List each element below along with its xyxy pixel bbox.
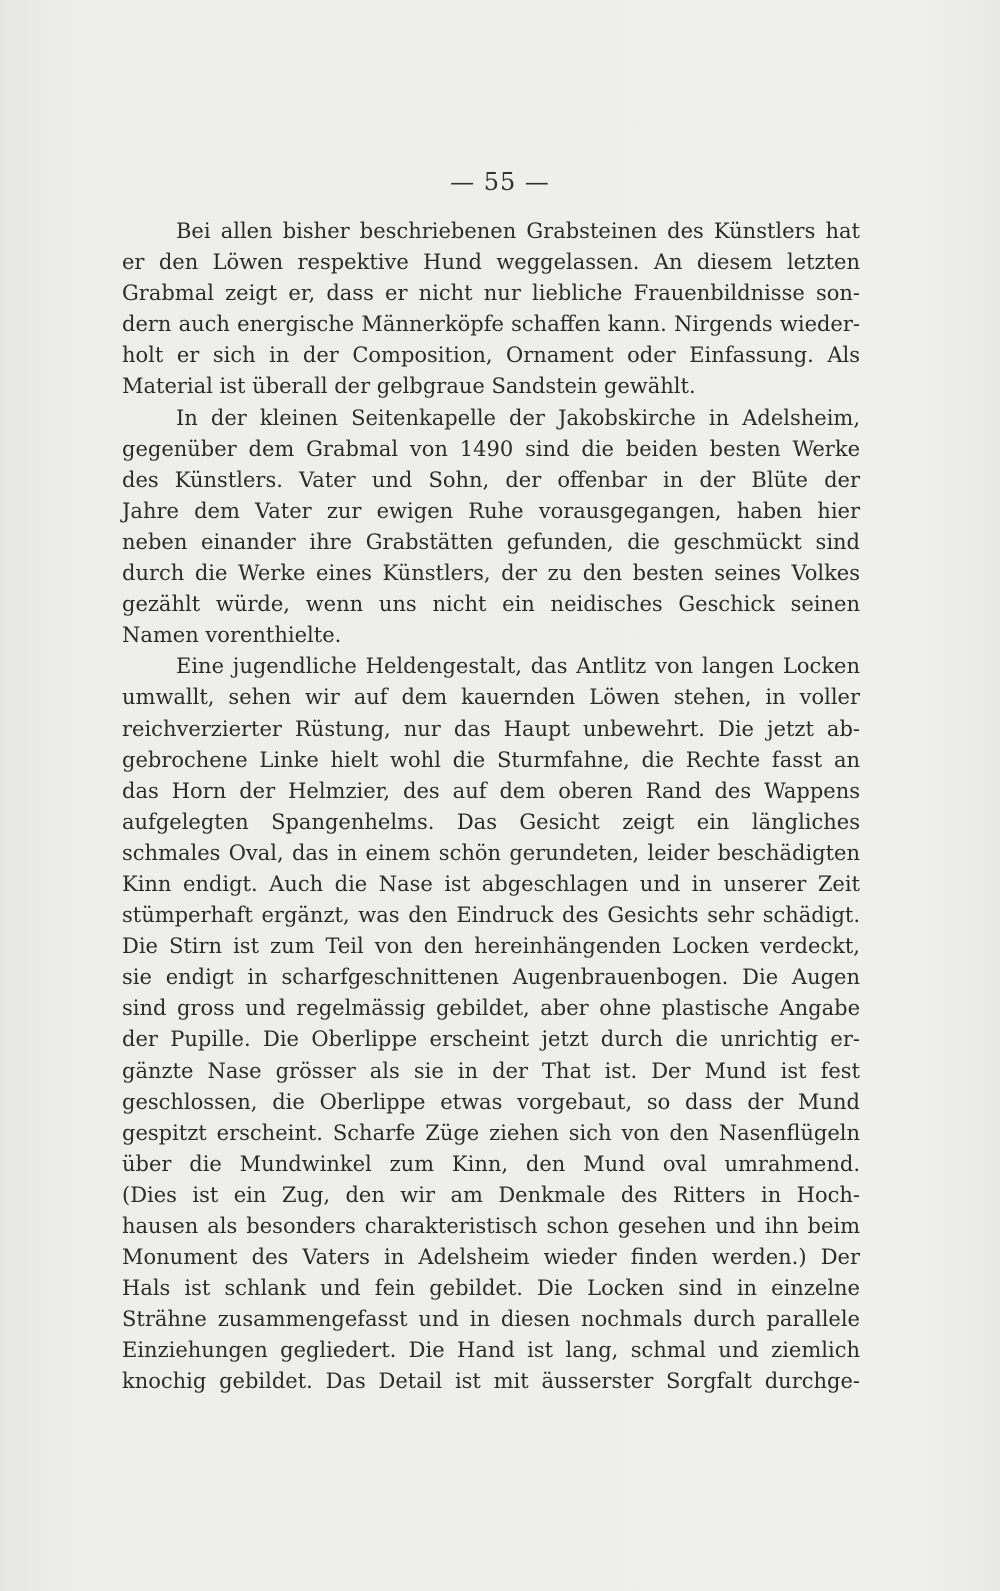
text-line: Strähne zusammengefasst und in diesen nochmals durch parallele [122, 1307, 860, 1332]
text-line: reichverzierter Rüstung, nur das Haupt unbewehrt. Die jetzt ab- [122, 716, 860, 741]
text-line: umwallt, sehen wir auf dem kauernden Löwen stehen, in voller [122, 685, 860, 710]
text-line: Monument des Vaters in Adelsheim wieder finden werden.) Der [122, 1245, 860, 1270]
text-line: hausen als besonders charakteristisch schon gesehen und ihn beim [122, 1214, 860, 1238]
text-line: des Künstlers. Vater und Sohn, der offenbar in der Blüte der [122, 467, 860, 492]
text-line: gebrochene Linke hielt wohl die Sturmfahne, die Rechte fasst an [122, 747, 860, 772]
text-line: über die Mundwinkel zum Kinn, den Mund oval umrahmend. [122, 1151, 860, 1176]
text-line: holt er sich in der Composition, Ornament oder Einfassung. Als [122, 343, 860, 368]
text-line: Bei allen bisher beschriebenen Grabsteinen des Künstlers hat [176, 219, 860, 243]
text-line: sie endigt in scharfgeschnittenen Augenbrauenbogen. Die Augen [122, 965, 860, 990]
text-line: dern auch energische Männerköpfe schaffen kann. Nirgends wieder- [122, 312, 860, 337]
text-line: Kinn endigt. Auch die Nase ist abgeschlagen und in unserer Zeit [122, 871, 860, 896]
text-line: durch die Werke eines Künstlers, der zu den besten seines Volkes [122, 561, 860, 586]
text-line: Hals ist schlank und fein gebildet. Die Locken sind in einzelne [122, 1276, 860, 1301]
text-line: Einziehungen gegliedert. Die Hand ist lang, schmal und ziemlich [122, 1338, 860, 1363]
text-line: Namen vorenthielte. [122, 623, 342, 648]
text-line: sind gross und regelmässig gebildet, aber ohne plastische Angabe [122, 996, 860, 1021]
text-line: gegenüber dem Grabmal von 1490 sind die beiden besten Werke [122, 436, 860, 461]
text-line: gezählt würde, wenn uns nicht ein neidisches Geschick seinen [122, 592, 860, 617]
text-line: (Dies ist ein Zug, den wir am Denkmale des Ritters in Hoch- [122, 1182, 860, 1207]
text-line: stümperhaft ergänzt, was den Eindruck des Gesichts sehr schädigt. [122, 903, 860, 928]
text-line: der Pupille. Die Oberlippe erscheint jetzt durch die unrichtig er- [122, 1027, 860, 1052]
text-line: In der kleinen Seitenkapelle der Jakobskirche in Adelsheim, [176, 405, 860, 430]
text-line: das Horn der Helmzier, des auf dem oberen Rand des Wappens [122, 778, 860, 803]
text-line: schmales Oval, das in einem schön gerundeten, leider beschädigten [122, 840, 860, 865]
text-line: Grabmal zeigt er, dass er nicht nur liebliche Frauenbildnisse son- [122, 281, 860, 306]
text-line: gespitzt erscheint. Scharfe Züge ziehen sich von den Nasenflügeln [122, 1120, 860, 1145]
text-line: aufgelegten Spangenhelms. Das Gesicht zeigt ein längliches [122, 809, 860, 834]
text-line: Eine jugendliche Heldengestalt, das Antlitz von langen Locken [176, 654, 860, 679]
text-line: geschlossen, die Oberlippe etwas vorgebaut, so dass der Mund [122, 1089, 860, 1114]
text-line: neben einander ihre Grabstätten gefunden, die geschmückt sind [122, 529, 860, 554]
text-line: knochig gebildet. Das Detail ist mit äusserster Sorgfalt durchge- [122, 1369, 860, 1394]
body-text [122, 216, 860, 1398]
text-line: Die Stirn ist zum Teil von den hereinhängenden Locken verdeckt, [122, 934, 860, 959]
text-line: Material ist überall der gelbgraue Sandstein gewählt. [122, 374, 696, 399]
text-line: er den Löwen respektive Hund weggelassen. An diesem letzten [122, 250, 860, 275]
text-line: gänzte Nase grösser als sie in der That ist. Der Mund ist fest [122, 1058, 860, 1083]
text-line: Jahre dem Vater zur ewigen Ruhe vorausgegangen, haben hier [122, 498, 860, 523]
page-number: — 55 — [450, 168, 550, 196]
